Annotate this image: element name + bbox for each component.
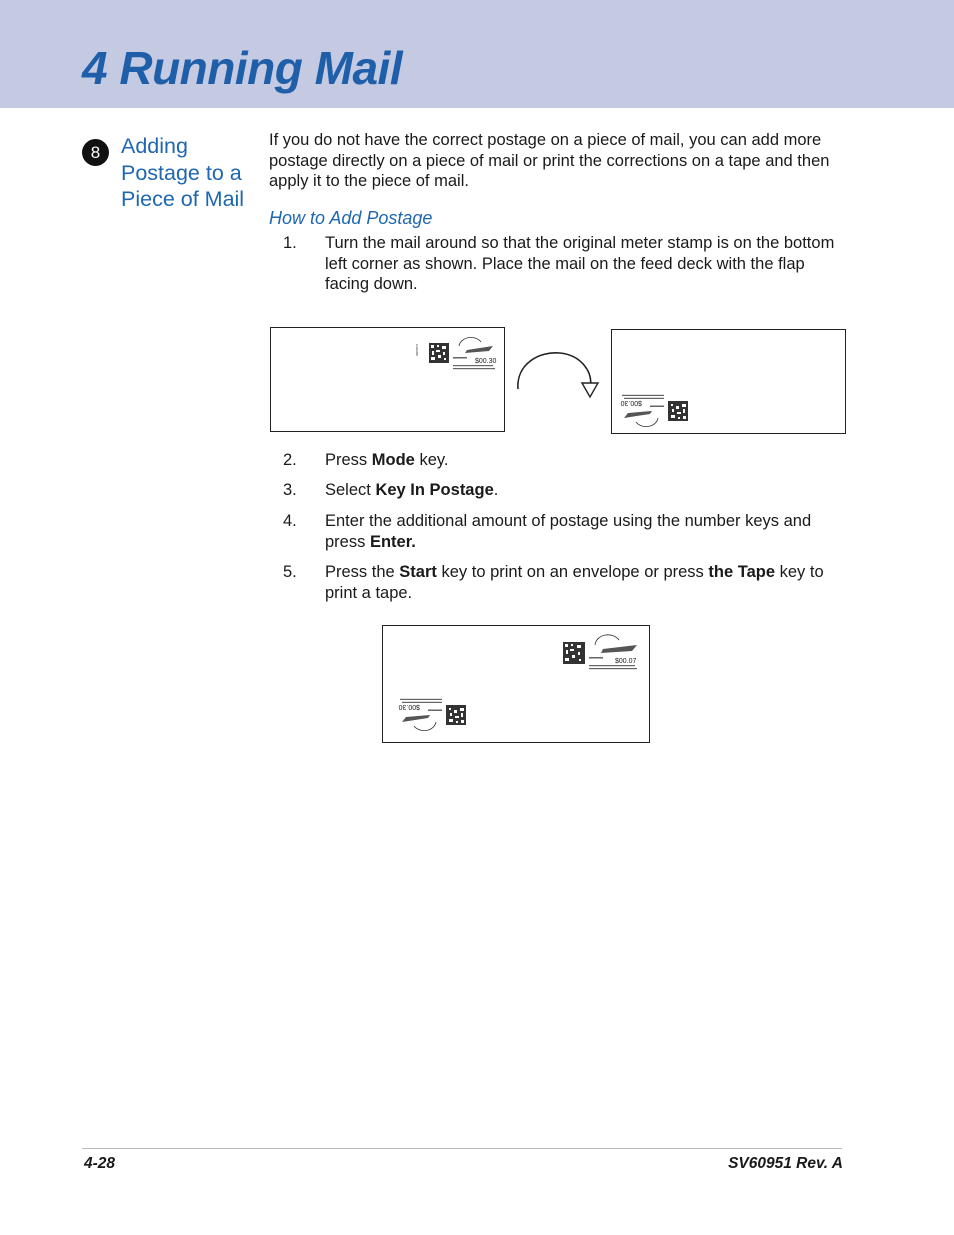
footer-divider (82, 1148, 842, 1149)
step-text-fragment: . (493, 481, 499, 499)
step-text-bold: Enter. (369, 532, 416, 551)
step-text-fragment: Press the (325, 563, 400, 581)
step-text-bold: the Tape (708, 563, 776, 581)
step-number: 4. (283, 512, 297, 530)
stamp-value-added: $00.07 (615, 658, 637, 665)
step-text-fragment: Press (325, 451, 372, 469)
intro-paragraph: If you do not have the correct postage on a piece of mail, you can add more postage directly on a piece of mail or print the corrections on a tape and then apply it to the piece of mail. (269, 131, 830, 191)
step-number: 1. (283, 234, 297, 252)
stamp-value-original: $00.30 (475, 358, 497, 365)
step-number: 2. (283, 451, 297, 469)
turn-around-arrow (510, 345, 602, 403)
section-heading: Adding Postage to a Piece of Mail (121, 134, 245, 211)
step-text (325, 233, 845, 295)
envelope-with-added-postage (382, 625, 650, 743)
step-text-fragment: key to print on an envelope or press (436, 563, 709, 581)
page-number: 4-28 (84, 1155, 116, 1172)
meter-stamp-original (415, 336, 499, 372)
step-text (325, 450, 845, 471)
step-text (325, 511, 845, 552)
svg-text:IMPRINT: IMPRINT (415, 343, 419, 356)
step-text-bold: Start (399, 563, 437, 581)
meter-stamp-rotated (618, 392, 694, 428)
step-number: 5. (283, 563, 297, 581)
section-step-badge: 8 (82, 139, 109, 166)
step-text-fragment: Enter the additional amount of postage using the number keys and press (325, 512, 812, 551)
how-to-heading: How to Add Postage (269, 208, 433, 228)
step-number: 3. (283, 481, 297, 499)
envelope-rotated (611, 329, 846, 434)
step-text-fragment: Turn the mail around so that the original meter stamp is on the bottom left corner as shown. Place the mail on the feed deck with the flap facing down. (325, 234, 835, 294)
envelope-original (270, 327, 505, 432)
stamp-value-rotated: $00.30 (620, 399, 642, 406)
step-text (325, 562, 845, 603)
step-text-fragment: Select (325, 481, 376, 499)
step-text-bold: Mode (371, 451, 415, 469)
step-text-bold: Key In Postage (375, 481, 494, 499)
meter-stamp-added (555, 634, 643, 672)
step-text-fragment: key. (414, 451, 449, 469)
step-text-fragment: key to print a tape. (325, 563, 824, 602)
chapter-title: 4 Running Mail (82, 42, 403, 94)
meter-stamp-original-rotated (393, 696, 475, 732)
step-text (325, 480, 845, 501)
document-id: SV60951 Rev. A (728, 1155, 843, 1172)
stamp-value-original-rotated: $00.30 (398, 703, 420, 710)
